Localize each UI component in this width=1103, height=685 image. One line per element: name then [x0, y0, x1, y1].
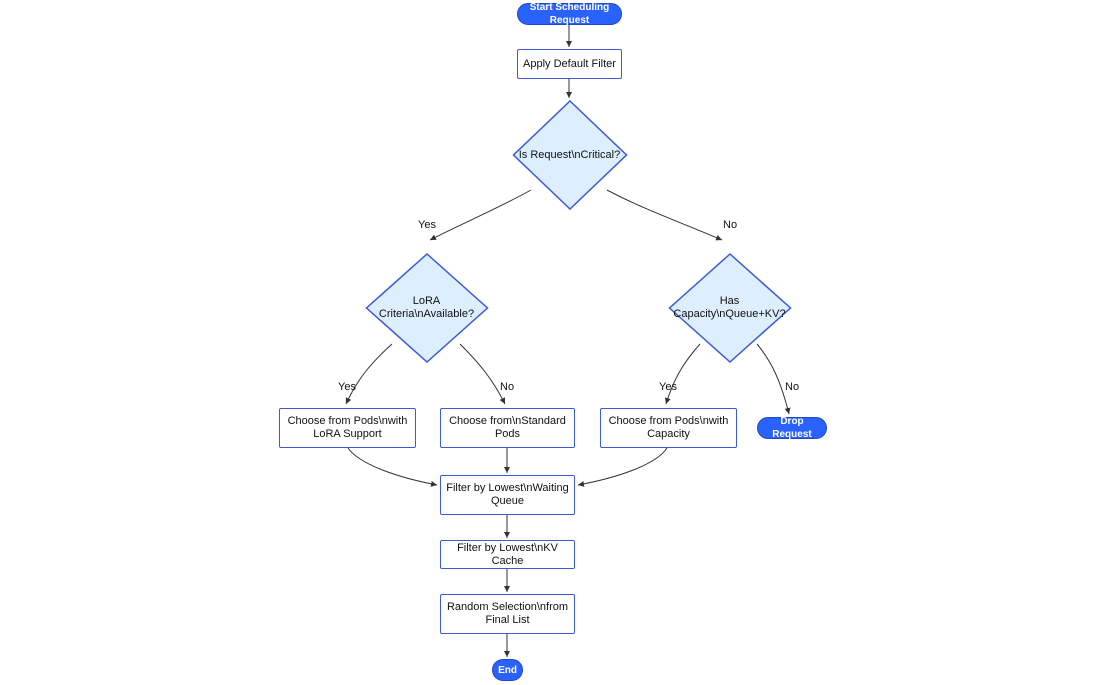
node-filter-lowest-waiting-queue-label: Filter by Lowest\nWaiting Queue: [446, 482, 569, 507]
edge-label-lora-yes: Yes: [338, 381, 356, 393]
edge-label-lora-no: No: [500, 381, 515, 393]
node-choose-pods-capacity-label: Choose from Pods\nwith Capacity: [608, 415, 729, 440]
node-lora-criteria-available-label: LoRA Criteria\nAvailable?: [378, 295, 475, 320]
node-choose-pods-lora-support-label: Choose from Pods\nwith LoRA Support: [287, 415, 408, 440]
node-start-label: Start Scheduling Request: [529, 2, 610, 26]
node-has-capacity-label: Has Capacity\nQueue+KV?: [673, 295, 786, 320]
node-filter-lowest-kv-cache-label: Filter by Lowest\nKV Cache: [457, 541, 558, 567]
node-is-request-critical[interactable]: [512, 100, 627, 210]
node-choose-pods-capacity[interactable]: [600, 408, 737, 448]
node-drop-request[interactable]: [757, 417, 827, 439]
edge-pods-lora-to-filter-queue: [348, 448, 437, 485]
node-drop-request-label: Drop Request: [772, 416, 812, 440]
edge-pods-capacity-to-filter-queue: [578, 448, 667, 485]
node-filter-lowest-kv-cache[interactable]: [440, 540, 575, 569]
node-choose-standard-pods[interactable]: [440, 408, 575, 448]
node-end[interactable]: [492, 659, 523, 681]
edge-label-critical-no: No: [723, 219, 738, 231]
edge-label-capacity-no: No: [785, 381, 800, 393]
node-start[interactable]: [517, 3, 622, 25]
edge-label-critical-yes: Yes: [418, 219, 436, 231]
node-end-label: End: [498, 664, 517, 676]
node-filter-lowest-waiting-queue[interactable]: [440, 475, 575, 515]
node-random-selection-label: Random Selection\nfrom Final List: [446, 601, 569, 626]
node-apply-default-filter[interactable]: [517, 49, 622, 79]
node-is-request-critical-label: Is Request\nCritical?: [518, 148, 621, 161]
node-has-capacity[interactable]: [668, 253, 791, 363]
node-choose-pods-lora-support[interactable]: [279, 408, 416, 448]
node-choose-standard-pods-label: Choose from\nStandard Pods: [449, 415, 566, 440]
node-apply-default-filter-label: Apply Default Filter: [523, 57, 616, 70]
node-lora-criteria-available[interactable]: [365, 253, 488, 363]
node-random-selection[interactable]: [440, 594, 575, 634]
edge-label-capacity-yes: Yes: [659, 381, 677, 393]
